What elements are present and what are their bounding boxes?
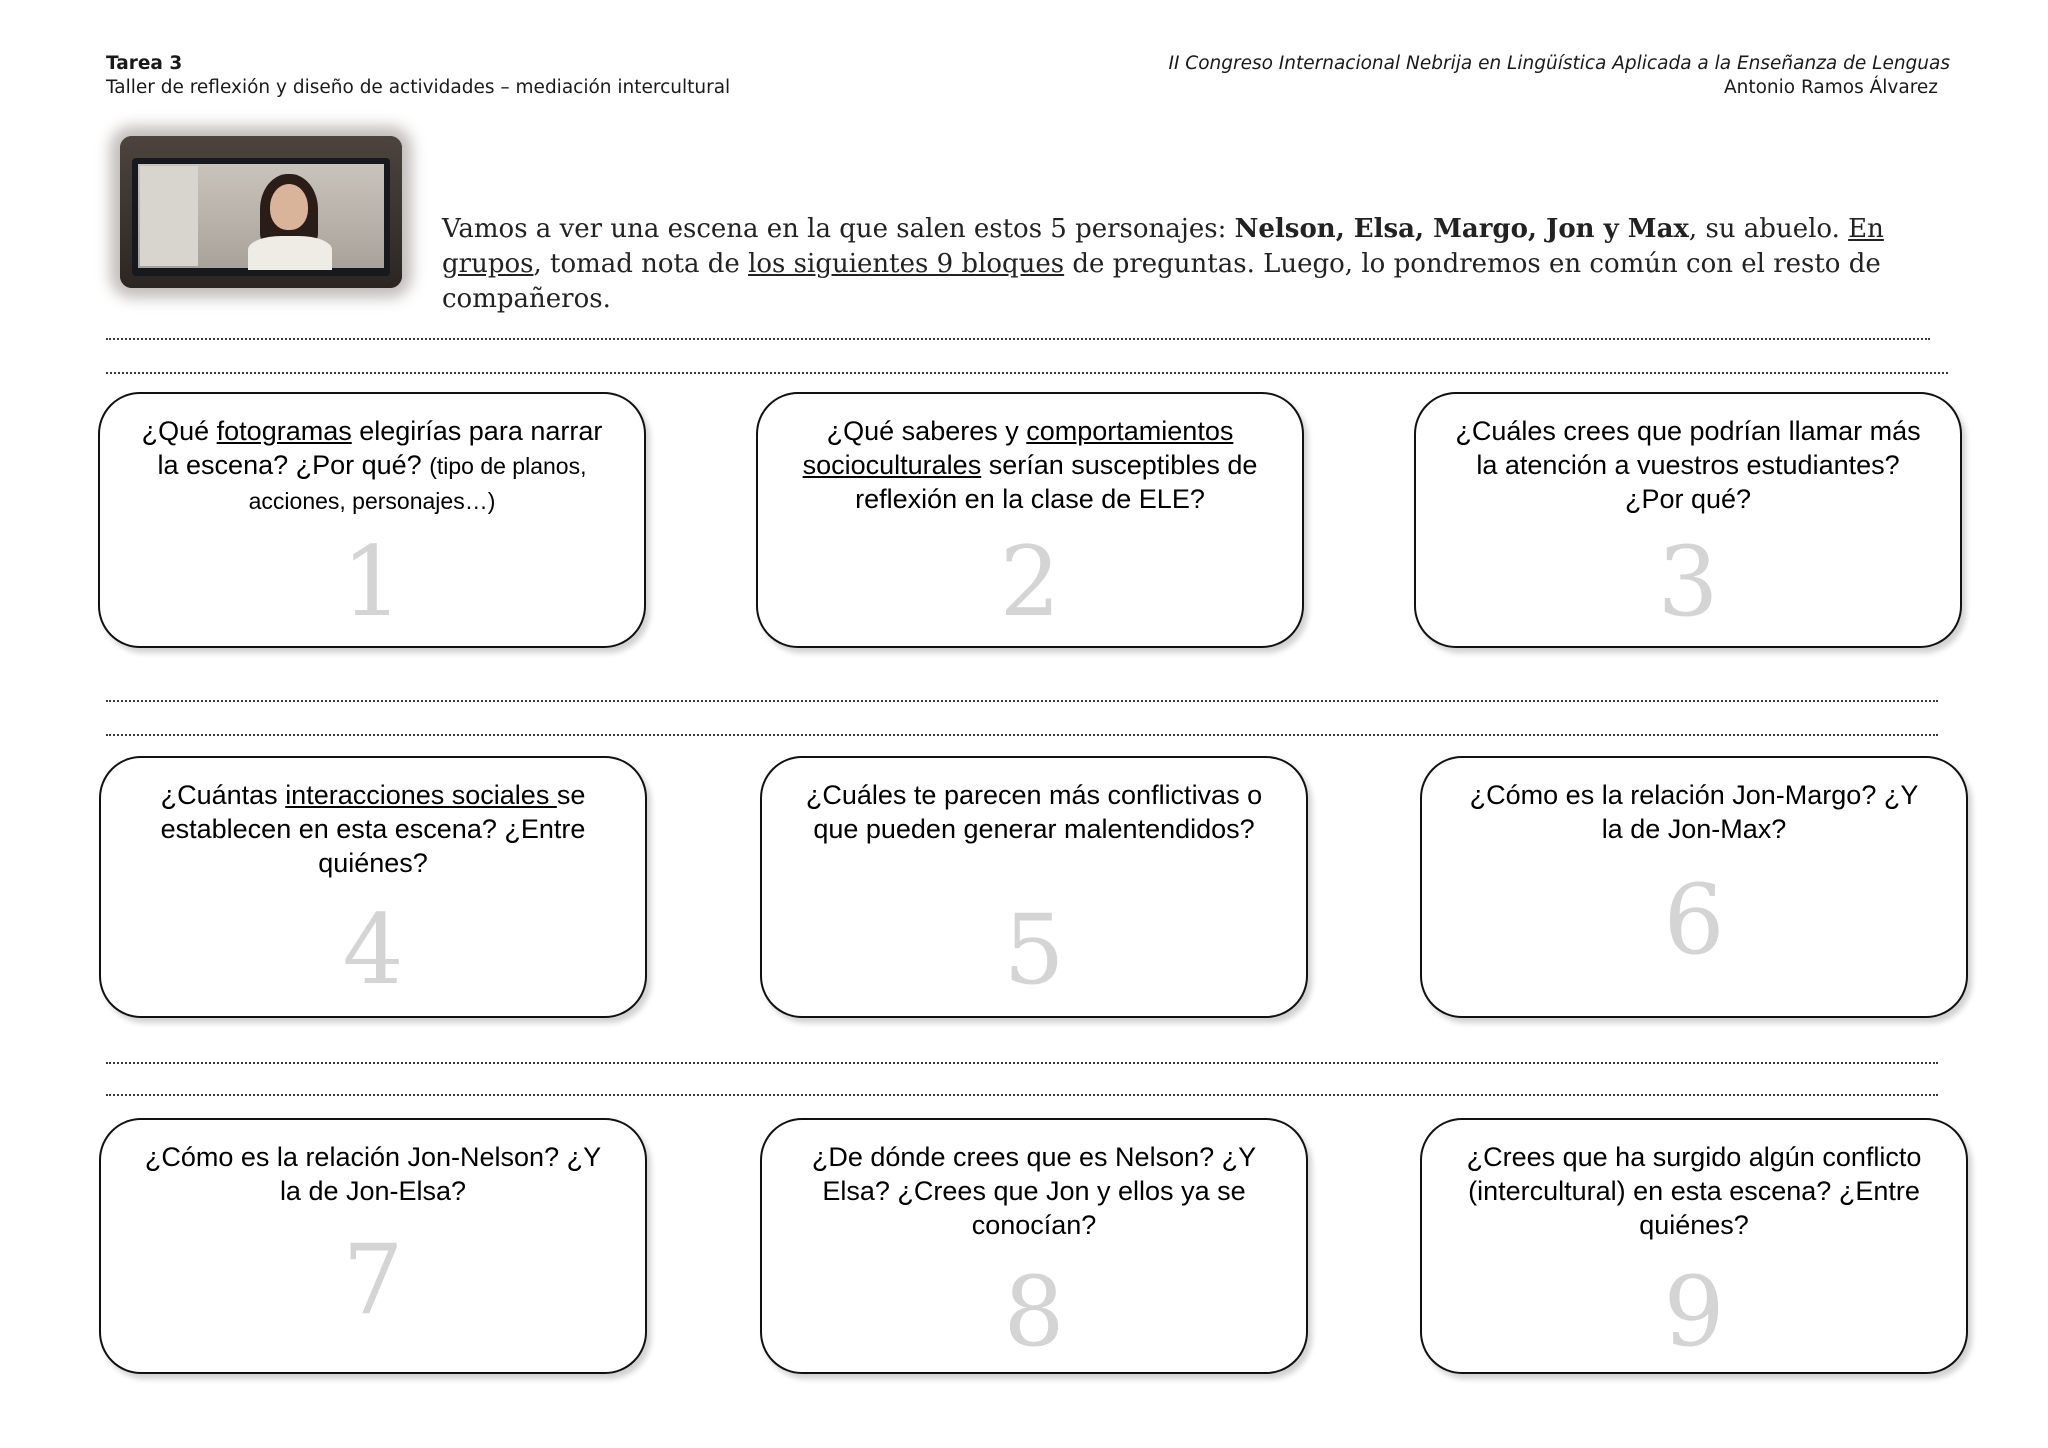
- card-number: 2: [999, 526, 1061, 638]
- question-text: ¿Qué saberes y comportamientos socioculturales serían susceptibles de reflexión en la clase de ELE?: [802, 416, 1258, 514]
- dotted-line: [106, 338, 1930, 340]
- card-number: 3: [1657, 526, 1719, 638]
- header-left: [106, 52, 730, 100]
- question-card-8: [760, 1118, 1308, 1374]
- dotted-line: [106, 734, 1938, 736]
- dotted-line: [106, 1094, 1938, 1096]
- question-card-3: [1414, 392, 1962, 648]
- question-card-7: [99, 1118, 647, 1374]
- question-card-2: [756, 392, 1304, 648]
- question-text: ¿Cuáles crees que podrían llamar más la atención a vuestros estudiantes? ¿Por qué?: [1455, 416, 1921, 514]
- workshop-subtitle: Taller de reflexión y diseño de actividades – mediación intercultural: [106, 77, 731, 98]
- question-card-1: [98, 392, 646, 648]
- question-text: ¿Cómo es la relación Jon-Margo? ¿Y la de Jon-Max?: [1469, 780, 1919, 844]
- question-card-5: [760, 756, 1308, 1018]
- blocks-emphasis: los siguientes 9 bloques: [748, 249, 1065, 279]
- dotted-line: [106, 700, 1938, 702]
- question-text: ¿De dónde crees que es Nelson? ¿Y Elsa? ¿Crees que Jon y ellos ya se conocían?: [811, 1142, 1257, 1240]
- dotted-line: [106, 1062, 1938, 1064]
- header-right: [1168, 52, 1950, 100]
- card-number: 1: [341, 526, 403, 638]
- scene-thumbnail-image: [120, 136, 402, 288]
- card-number: 5: [1003, 894, 1065, 1006]
- question-text: ¿Cómo es la relación Jon-Nelson? ¿Y la de Jon-Elsa?: [144, 1142, 602, 1206]
- task-title: Tarea 3: [106, 53, 183, 74]
- question-card-4: [99, 756, 647, 1018]
- question-card-9: [1420, 1118, 1968, 1374]
- question-text: ¿Cuántas interacciones sociales se establecen en esta escena? ¿Entre quiénes?: [160, 780, 586, 878]
- card-number: 9: [1663, 1256, 1725, 1368]
- question-card-6: [1420, 756, 1968, 1018]
- card-number: 4: [342, 894, 404, 1006]
- groups-emphasis: En grupos: [442, 214, 1884, 279]
- congress-title: II Congreso Internacional Nebrija en Lingüística Aplicada a la Enseñanza de Lenguas: [1168, 53, 1950, 74]
- question-text: ¿Crees que ha surgido algún conflicto (intercultural) en esta escena? ¿Entre quiénes?: [1466, 1142, 1922, 1240]
- card-number: 7: [342, 1224, 404, 1336]
- question-text: ¿Qué fotogramas elegirías para narrar la escena? ¿Por qué? (tipo de planos, acciones, personajes…): [141, 416, 603, 514]
- question-text: ¿Cuáles te parecen más conflictivas o que pueden generar malentendidos?: [805, 780, 1263, 844]
- intro-paragraph: Vamos a ver una escena en la que salen estos 5 personajes: Nelson, Elsa, Margo, Jon y Max, su abuelo. En grupos, tomad nota de los siguientes 9 bloques de preguntas. Luego, lo pondremos en común con el resto de compañeros.: [442, 214, 1884, 314]
- card-number: 8: [1003, 1256, 1065, 1368]
- card-number: 6: [1663, 864, 1725, 976]
- dotted-line: [106, 372, 1948, 374]
- character-names: Nelson, Elsa, Margo, Jon y Max: [1234, 214, 1689, 244]
- author-name: Antonio Ramos Álvarez: [1723, 77, 1938, 98]
